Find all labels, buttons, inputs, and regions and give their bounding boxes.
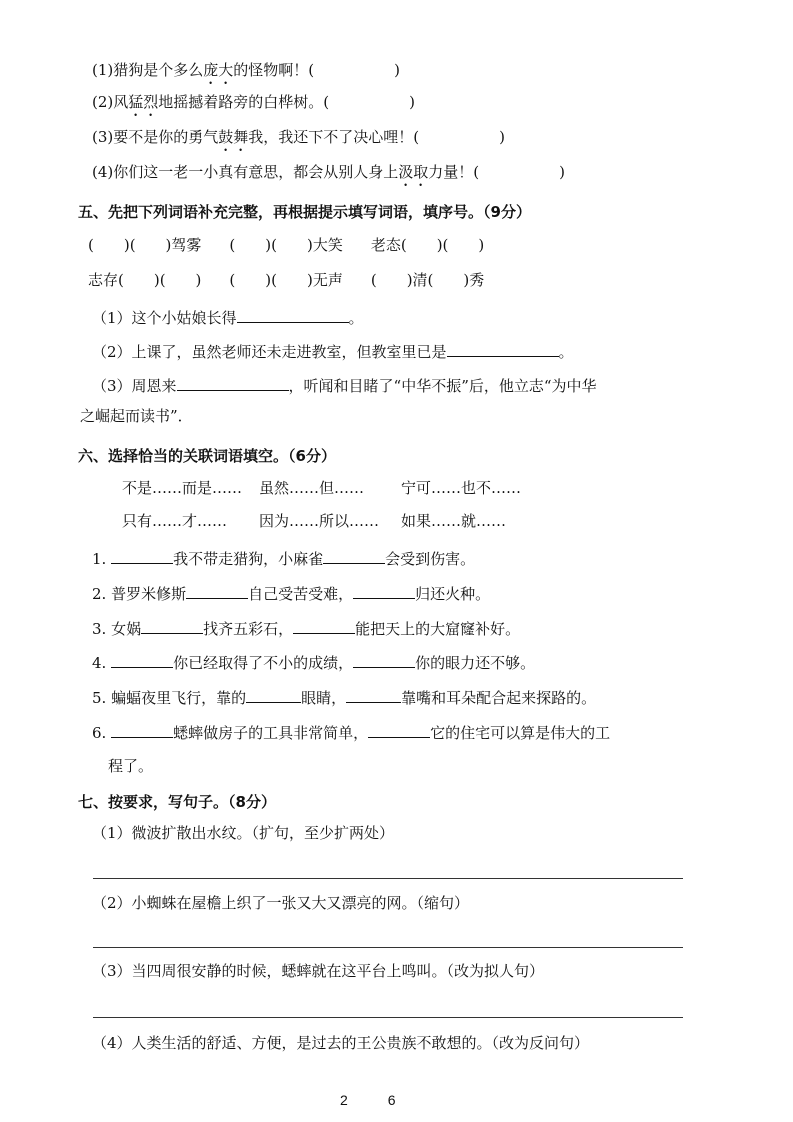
text: ) xyxy=(559,163,565,181)
text: 靠嘴和耳朵配合起来探路的。 xyxy=(401,689,597,707)
page-total: 6 xyxy=(387,1092,396,1108)
options-row-2 xyxy=(122,511,506,531)
idiom: ( )( )大笑 xyxy=(229,236,343,254)
emphasis: 猛烈 xyxy=(128,93,159,111)
text: 的怪物啊！( xyxy=(233,61,315,79)
answer-blank[interactable] xyxy=(111,547,173,564)
page-number: 2 xyxy=(340,1092,348,1108)
s4-item-3 xyxy=(92,127,505,155)
text: 地摇撼着路旁的白桦树。( xyxy=(158,93,330,111)
s6-item-4 xyxy=(92,651,535,673)
s6-item-5 xyxy=(92,686,596,708)
idiom: ( )( )驾雾 xyxy=(88,236,202,254)
answer-blank[interactable] xyxy=(353,651,415,668)
idiom-row-1 xyxy=(88,235,484,255)
emphasis: 庞大 xyxy=(203,61,234,79)
text: 归还火种。 xyxy=(415,585,491,603)
option: 虽然……但…… xyxy=(259,479,365,497)
text: 。 xyxy=(348,309,364,327)
text: 我不带走猎狗，小麻雀 xyxy=(173,550,324,568)
section-7-title: 七、按要求，写句子。（8分） xyxy=(78,793,276,811)
text: （2）上课了，虽然老师还未走进教室，但教室里已是 xyxy=(92,343,447,361)
text: 找齐五彩石， xyxy=(203,620,294,638)
section-5-title: 五、先把下列词语补充完整，再根据提示填写词语，填序号。（9分） xyxy=(78,203,531,221)
s7-item-3: （3）当四周很安静的时候，蟋蟀就在这平台上鸣叫。（改为拟人句） xyxy=(92,962,545,980)
text: 蟋蟀做房子的工具非常简单， xyxy=(173,724,369,742)
text: 眼睛， xyxy=(301,689,347,707)
text: 5. 蝙蝠夜里飞行，靠的 xyxy=(92,689,247,707)
text: (2)风 xyxy=(92,93,129,111)
emphasis: 汲取 xyxy=(398,163,429,181)
answer-blank[interactable] xyxy=(186,582,248,599)
text: (3)要不是你的勇气 xyxy=(92,128,219,146)
s7-item-2: （2）小蜘蛛在屋檐上织了一张又大又漂亮的网。（缩句） xyxy=(92,894,470,912)
s5-q1 xyxy=(92,306,364,328)
idiom: ( )( )无声 xyxy=(229,271,343,289)
text: ，听闻和目睹了“中华不振”后，他立志“为中华 xyxy=(288,377,597,395)
text: 你的眼力还不够。 xyxy=(415,654,536,672)
s6-item-1 xyxy=(92,547,475,569)
idiom: ( )清( )秀 xyxy=(370,271,485,289)
option: 只有……才…… xyxy=(122,512,228,530)
text: 6. xyxy=(92,724,112,742)
idiom-row-2 xyxy=(88,270,484,290)
s7-item-1: （1）微波扩散出水纹。（扩句，至少扩两处） xyxy=(92,824,395,842)
s5-q2 xyxy=(92,340,574,362)
idiom: 志存( )( ) xyxy=(88,271,202,289)
answer-blank[interactable] xyxy=(346,686,401,703)
text: 2. 普罗米修斯 xyxy=(92,585,187,603)
s6-item-2 xyxy=(92,582,490,604)
text: 。 xyxy=(558,343,574,361)
s5-q3 xyxy=(92,374,597,396)
text: 自己受苦受难， xyxy=(248,585,354,603)
text: ) xyxy=(394,61,400,79)
answer-blank[interactable] xyxy=(237,306,349,323)
answer-blank[interactable] xyxy=(111,721,173,738)
text: 它的住宅可以算是伟大的工 xyxy=(430,724,611,742)
answer-blank[interactable] xyxy=(353,582,415,599)
answer-blank[interactable] xyxy=(293,617,355,634)
text: (4)你们这一老一小真有意思，都会从别人身上 xyxy=(92,163,399,181)
answer-line[interactable] xyxy=(93,878,683,879)
answer-blank[interactable] xyxy=(177,374,289,391)
text: 力量！( xyxy=(428,163,480,181)
answer-blank[interactable] xyxy=(111,651,173,668)
answer-blank[interactable] xyxy=(368,721,430,738)
text: 你已经取得了不小的成绩， xyxy=(173,654,354,672)
text: ) xyxy=(499,128,505,146)
option: 如果……就…… xyxy=(401,512,507,530)
emphasis: 鼓舞 xyxy=(218,128,249,146)
answer-line[interactable] xyxy=(93,1017,683,1018)
answer-blank[interactable] xyxy=(246,686,301,703)
option: 不是……而是…… xyxy=(122,479,243,497)
s7-item-4: （4）人类生活的舒适、方便，是过去的王公贵族不敢想的。（改为反问句） xyxy=(92,1034,590,1052)
s4-item-1 xyxy=(92,60,400,88)
text: ) xyxy=(409,93,415,111)
text: 4. xyxy=(92,654,112,672)
section-6-title: 六、选择恰当的关联词语填空。（6分） xyxy=(78,447,336,465)
s4-item-4 xyxy=(92,162,565,190)
text: （1）这个小姑娘长得 xyxy=(92,309,237,327)
options-row-1 xyxy=(122,478,521,498)
option: 宁可……也不…… xyxy=(401,479,522,497)
text: 我，我还下不了决心哩！( xyxy=(248,128,420,146)
s6-item-6-cont: 程了。 xyxy=(108,757,154,775)
s6-item-3 xyxy=(92,617,520,639)
page-footer xyxy=(340,1090,396,1110)
s5-q3-cont: 之崛起而读书”． xyxy=(80,407,193,425)
text: 能把天上的大窟窿补好。 xyxy=(355,620,521,638)
text: (1)猎狗是个多么 xyxy=(92,61,204,79)
text: 1. xyxy=(92,550,112,568)
text: 3. 女娲 xyxy=(92,620,142,638)
option: 因为……所以…… xyxy=(259,512,380,530)
answer-blank[interactable] xyxy=(447,340,559,357)
answer-blank[interactable] xyxy=(141,617,203,634)
idiom: 老态( )( ) xyxy=(370,236,485,254)
text: （3）周恩来 xyxy=(92,377,177,395)
answer-blank[interactable] xyxy=(323,547,385,564)
s4-item-2 xyxy=(92,92,415,120)
answer-line[interactable] xyxy=(93,947,683,948)
text: 会受到伤害。 xyxy=(385,550,476,568)
s6-item-6 xyxy=(92,721,610,743)
